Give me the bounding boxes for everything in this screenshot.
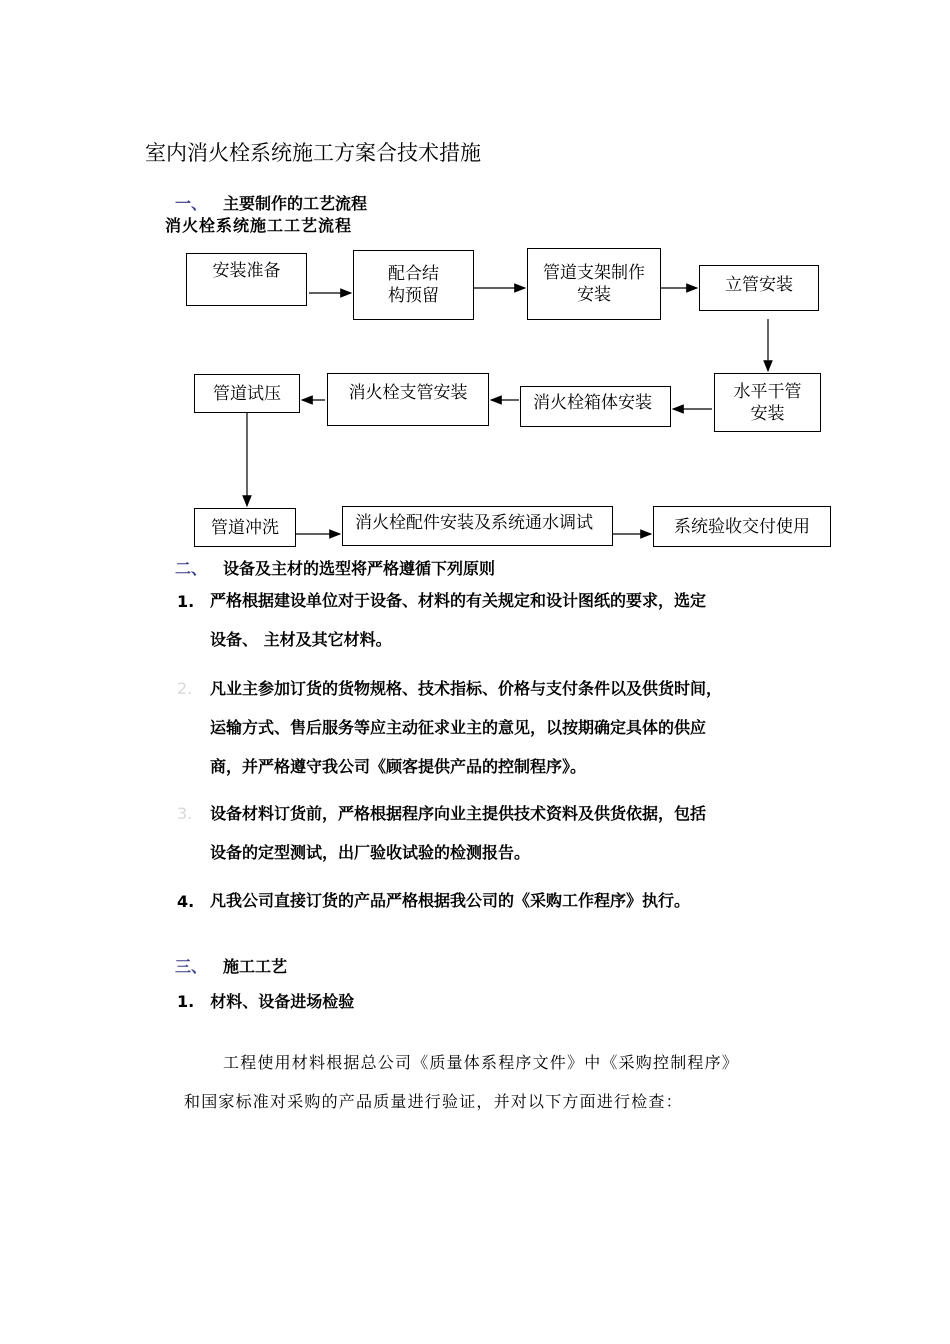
- flow-node-support-fabrication: 管道支架制作安装: [527, 248, 661, 320]
- flow-node-install-prep: 安装准备: [186, 253, 307, 306]
- section-2-heading: [175, 556, 495, 579]
- item-2-line-3: 商，并严格遵守我公司《顾客提供产品的控制程序》。: [210, 757, 587, 776]
- item-1-number: 1.: [177, 592, 195, 611]
- item-2-number: 2.: [177, 679, 193, 698]
- body-line-2: 和国家标准对采购的产品质量进行验证，并对以下方面进行检查：: [184, 1092, 683, 1111]
- flow-node-pipe-flush: 管道冲洗: [194, 508, 296, 547]
- flow-node-riser-install: 立管安装: [699, 265, 819, 311]
- flow-node-structure-reserve: 配合结构预留: [353, 250, 474, 320]
- item-2-line-1: 凡业主参加订货的货物规格、技术指标、价格与支付条件以及供货时间，: [210, 679, 723, 698]
- document-title: 室内消火栓系统施工方案合技术措施: [145, 141, 481, 165]
- flow-node-main-pipe-install: 水平干管安装: [714, 373, 821, 432]
- subsection-1-number: 1.: [177, 992, 195, 1011]
- section-2-title: 设备及主材的选型将严格遵循下列原则: [223, 559, 496, 578]
- flow-node-acceptance-handover: 系统验收交付使用: [653, 506, 831, 547]
- flow-chart-title: 消火栓系统施工工艺流程: [165, 216, 353, 235]
- section-3-heading: [175, 954, 287, 977]
- item-3-line-2: 设备的定型测试，出厂验收试验的检测报告。: [210, 843, 531, 862]
- item-4-text: [210, 881, 690, 920]
- flow-node-branch-pipe-install: 消火栓支管安装: [327, 373, 489, 426]
- item-1-text: [210, 581, 706, 659]
- item-4-line-1: 凡我公司直接订货的产品严格根据我公司的《采购工作程序》执行。: [210, 891, 691, 910]
- item-1-line-1: 严格根据建设单位对于设备、材料的有关规定和设计图纸的要求，选定: [210, 591, 707, 610]
- item-2-text: [210, 669, 722, 786]
- body-line-1: 工程使用材料根据总公司《质量体系程序文件》中《采购控制程序》: [223, 1053, 740, 1072]
- subsection-1-title: 材料、设备进场检验: [210, 992, 355, 1011]
- flow-node-cabinet-install: 消火栓箱体安装: [520, 386, 671, 427]
- section-2-number: 二、: [175, 559, 208, 578]
- flow-node-fittings-commissioning: 消火栓配件安装及系统通水调试: [342, 506, 613, 546]
- item-2-line-2: 运输方式、售后服务等应主动征求业主的意见，以按期确定具体的供应: [210, 718, 707, 737]
- section-1-number: 一、: [175, 194, 208, 213]
- item-1-line-2: 设备、 主材及其它材料。: [210, 630, 392, 649]
- item-4-number: 4.: [177, 892, 195, 911]
- section-1-title: 主要制作的工艺流程: [223, 194, 368, 213]
- item-3-line-1: 设备材料订货前，严格根据程序向业主提供技术资料及供货依据，包括: [210, 804, 707, 823]
- section-3-title: 施工工艺: [223, 957, 288, 976]
- flow-node-pressure-test: 管道试压: [194, 374, 300, 413]
- section-3-number: 三、: [175, 957, 208, 976]
- subsection-1-heading: [177, 989, 354, 1012]
- item-3-text: [210, 794, 706, 872]
- item-3-number: 3.: [177, 804, 193, 823]
